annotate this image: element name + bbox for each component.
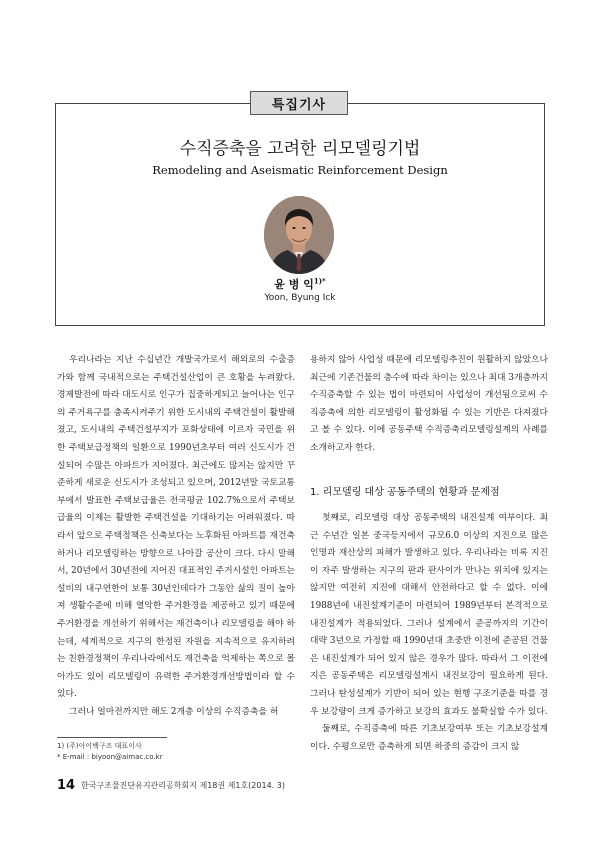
page-number: 14 xyxy=(57,778,76,793)
body-left-column xyxy=(57,352,295,721)
body-paragraph: 둘째로, 수직증축에 따른 기초보강여부 또는 기초보강설계이다. 수평으로만 증축하게 되면 하중의 증감이 크지 않 xyxy=(310,724,548,752)
author-footnote-mark: 1)* xyxy=(313,276,326,286)
body-paragraph: 우리나라는 지난 수십년간 개발국가로서 해외로의 수출증가와 함께 국내적으로는 주택건설산업이 큰 호황을 누려왔다. 경제발전에 따라 대도시로 인구가 집중하게되고 늘어나는 인구의 주거욕구를 충족시켜주기 위한 도시내의 주택건설이 활발해졌고, 도시내의 주택건설부지가 포화상태에 이르자 국민을 위한 주택보급정책의 일환으로 1990년초부터 여러 신도시가 건설되어 수많은 아파트가 지어졌다. 최근에도 많지는 않지만 꾸준하게 새로운 신도시가 조성되고 있으며, 2012년말 국토교통부에서 발표한 주택보급율은 전국평균 102.7%으로서 주택보급율의 이제는 활발한 주택건설을 기대하기는 어려워졌다. 따라서 앞으로 주택정책은 신축보다는 노후화된 아파트를 재건축하거나 리모델링하는 방향으로 나아갈 공산이 크다. 다시 말해서, 20년에서 30년전에 지어진 대표적인 주거시설인 아파트는 설비의 내구연한이 보통 30년인데다가 그동안 삶의 질이 높아져 생활수준에 비해 열악한 주거환경을 제공하고 있기 때문에 주거환경을 개선하기 위해서는 재건축이나 리모델링을 해야 하는데, 세계적으로 지구의 한정된 자원을 지속적으로 유지하려는 친환경정책이 우리나라에서도 재건축을 억제하는 쪽으로 몰아가도 있어 리모델링이 유력한 주거환경개선방법이라 할 수 있다. xyxy=(57,355,295,700)
article-title-korean: 수직증축을 고려한 리모델링기법 xyxy=(179,139,421,159)
author-name-english: Yoon, Byung Ick xyxy=(264,293,336,303)
section-heading: 1. 리모델링 대상 공동주택의 현황과 문제점 xyxy=(310,487,500,498)
body-right-column-bottom xyxy=(310,510,548,756)
body-paragraph: 첫째로, 리모델링 대상 공동주택의 내진설계 여부이다. 최근 수년간 일본 중국등지에서 규모6.0 이상의 지진으로 많은 인명과 재산상의 피해가 발생하고 있다. 우리나라는 비록 지진이 자주 발생하는 지구의 판과 판사이가 만나는 위치에 있지는 않지만 여전히 지진에 대해서 안전하다고 할 수 없다. 이에 1988년에 내진설계기준이 마련되어 1989년부터 본격적으로 내진설계가 적용되었다. 그러나 설계에서 준공까지의 기간이 대략 3년으로 가정할 때 1990년대 초중반 이전에 준공된 건물은 내진설계가 되어 있지 않은 경우가 많다. 따라서 그 이전에 지은 공동주택은 리모델링설계시 내진보강이 필요하게 된다. 그러나 탄성설계가 기반이 되어 있는 현행 구조기준을 따를 경우 보강량이 크게 증가하고 보강의 효과도 불확실할 수가 있다. xyxy=(310,513,548,717)
feature-article-tag: 특집기사 xyxy=(250,91,348,115)
footnote-divider xyxy=(57,737,167,738)
footnote-affiliation: 1) (주)아이백구조 대표이사 xyxy=(57,742,142,750)
article-title-english: Remodeling and Aseismatic Reinforcement Design xyxy=(152,163,448,177)
author-photo xyxy=(264,196,334,274)
body-paragraph: 용하지 않아 사업성 때문에 리모델링추진이 원활하지 않았으나 최근에 기존건물의 층수에 따라 차이는 있으나 최대 3개층까지 수직증축할 수 있는 법이 마련되어 사업성이 개선됨으로써 수직증축에 의한 리모델링이 활성화될 수 있는 기반은 다져졌다고 볼 수 있다. 이에 공동주택 수직증축리모델링설계의 사례를 소개하고자 한다. xyxy=(310,355,548,453)
footnote-email: * E-mail : biyoon@aimac.co.kr xyxy=(57,753,163,761)
body-right-column-top xyxy=(310,352,548,458)
body-paragraph: 그러나 얼마전까지만 해도 2개층 이상의 수직증축을 허 xyxy=(69,706,279,717)
author-name-korean: 윤 병 익$^{1)*}$ xyxy=(274,276,326,291)
journal-citation: 한국구조물진단유지관리공학회지 제18권 제1호(2014. 3) xyxy=(81,781,285,790)
